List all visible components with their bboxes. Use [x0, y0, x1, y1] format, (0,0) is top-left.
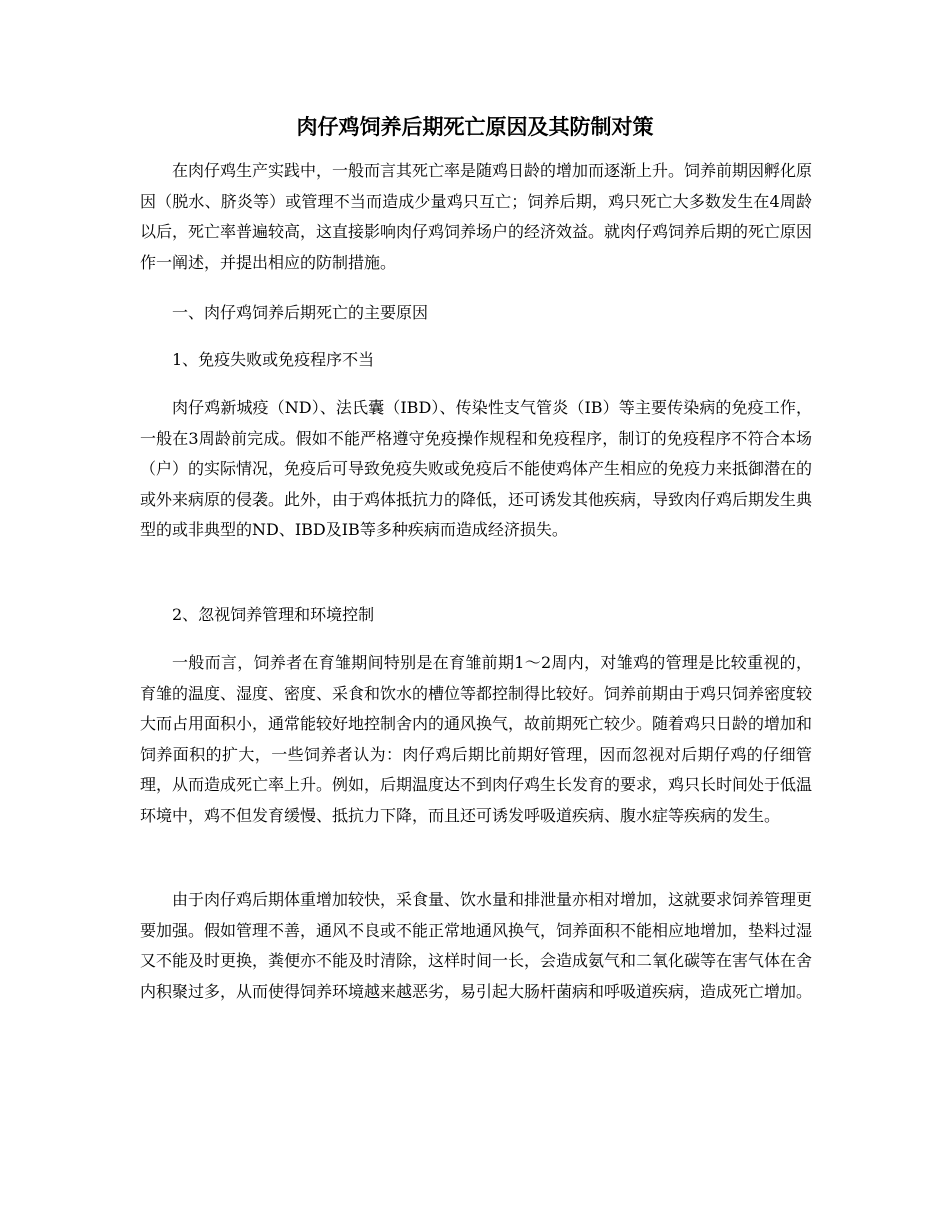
section-heading: 一、肉仔鸡饲养后期死亡的主要原因 — [172, 303, 429, 322]
management-paragraph: 一般而言，饲养者在育雏期间特别是在育雏前期1～2周内，对雏鸡的管理是比较重视的，育雏的温度、湿度、密度、采食和饮水的槽位等都控制得比较好。饲养前期由于鸡只饲养密度较大而占用面积小，通常能较好地控制舍内的通风换气，故前期死亡较少。随着鸡只日龄的增加和饲养面积的扩大，一些饲养者认为：肉仔鸡后期比前期好管理，因而忽视对后期仔鸡的仔细管理，从而造成死亡率上升。例如，后期温度达不到肉仔鸡生长发育的要求，鸡只长时间处于低温环境中，鸡不但发育缓慢、抵抗力下降，而且还可诱发呼吸道疾病、腹水症等疾病的发生。 — [140, 653, 813, 825]
immunization-paragraph: 肉仔鸡新城疫（ND）、法氏囊（IBD）、传染性支气管炎（IB）等主要传染病的免疫工作，一般在3周龄前完成。假如不能严格遵守免疫操作规程和免疫程序，制订的免疫程序不符合本场（户）的实际情况，免疫后可导致免疫失败或免疫后不能使鸡体产生相应的免疫力来抵御潜在的或外来病原的侵袭。此外，由于鸡体抵抗力的降低，还可诱发其他疾病，导致肉仔鸡后期发生典型的或非典型的ND、IBD及IB等多种疾病而造成经济损失。 — [140, 398, 813, 539]
subsection-heading-1: 1、免疫失败或免疫程序不当 — [172, 350, 375, 369]
intro-paragraph: 在肉仔鸡生产实践中，一般而言其死亡率是随鸡日龄的增加而逐渐上升。饲养前期因孵化原因（脱水、脐炎等）或管理不当而造成少量鸡只互亡；饲养后期，鸡只死亡大多数发生在4周龄以后，死亡率普遍较高，这直接影响肉仔鸡饲养场户的经济效益。就肉仔鸡饲养后期的死亡原因作一阐述，并提出相应的防制措施。 — [140, 161, 813, 272]
environment-paragraph: 由于肉仔鸡后期体重增加较快，采食量、饮水量和排泄量亦相对增加，这就要求饲养管理更要加强。假如管理不善，通风不良或不能正常地通风换气，饲养面积不能相应地增加，垫料过湿又不能及时更换，粪便亦不能及时清除，这样时间一长，会造成氨气和二氧化碳等在害气体在舍内积聚过多，从而使得饲养环境越来越恶劣，易引起大肠杆菌病和呼吸道疾病，造成死亡增加。 — [140, 890, 813, 1001]
document-title: 肉仔鸡饲养后期死亡原因及其防制对策 — [296, 115, 654, 139]
subsection-heading-2: 2、忽视饲养管理和环境控制 — [172, 605, 375, 624]
